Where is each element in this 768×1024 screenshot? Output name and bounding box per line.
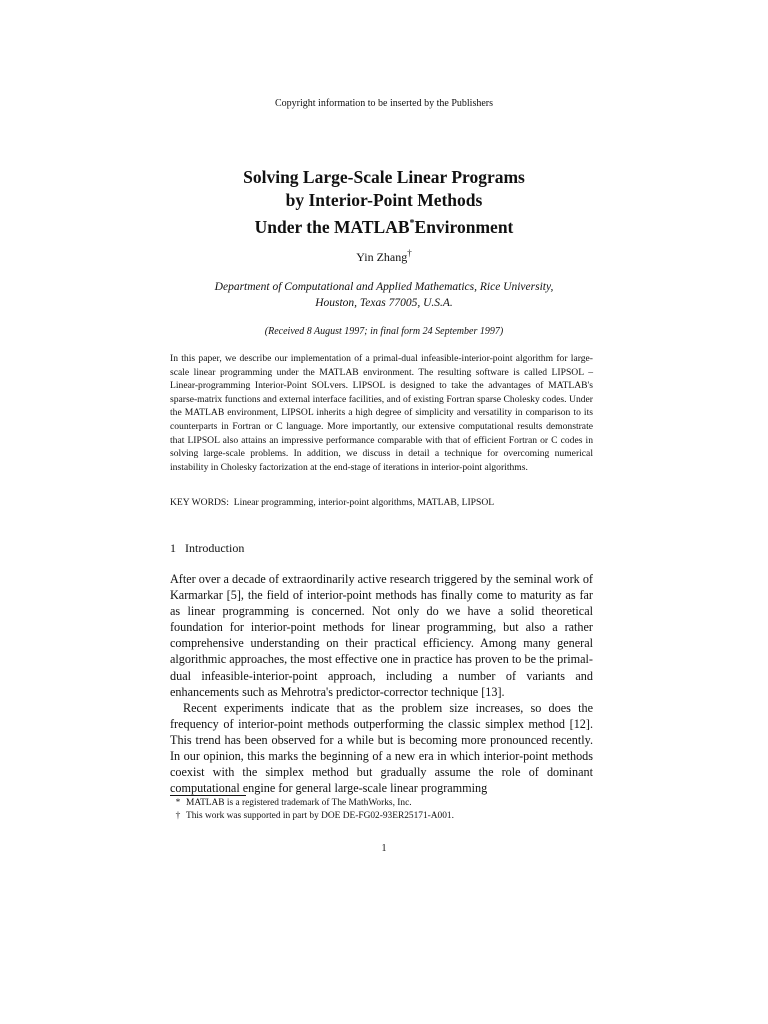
footnotes: [170, 797, 454, 823]
title-line-3-prefix: Under the MATLAB: [254, 216, 410, 237]
paragraph-1: After over a decade of extraordinarily active research triggered by the seminal work of Karmarkar [5], the field of interior-point methods has finally come to maturity as far as linear programming is concerned. Not only do we have a solid theoretical foundation for interior-point methods for linear programming, but also a rather comprehensive understanding on their practical efficiency. Among many general algorithmic approaches, the most effective one in practice has proven to be the primal-dual infeasible-interior-point approach, including a number of variants and enhancements such as Mehrotra's predictor-corrector technique [13].: [170, 572, 593, 699]
author-name: Yin Zhang: [356, 250, 408, 264]
footnote-text: MATLAB is a registered trademark of The MathWorks, Inc.: [186, 798, 412, 808]
title-line-1: Solving Large-Scale Linear Programs: [243, 167, 525, 187]
abstract: In this paper, we describe our implementation of a primal-dual infeasible-interior-point algorithm for large-scale linear programming under the MATLAB environment. The resulting software is called LIPSOL – Linear-programming Interior-Point SOLvers. LIPSOL is designed to take the advantages of MATLAB's sparse-matrix functions and external interface facilities, and of existing Fortran sparse Cholesky codes. Under the MATLAB environment, LIPSOL inherits a high degree of simplicity and versatility in comparison to its counterparts in Fortran or C language. More importantly, our extensive computational results demonstrate that LIPSOL also attains an impressive performance comparable with that of efficient Fortran or C codes in solving large-scale problems. In addition, we discuss in detail a technique for overcoming numerical instability in Cholesky factorization at the end-stage of iterations in interior-point algorithms.: [170, 353, 593, 473]
affiliation: [0, 279, 768, 311]
received-dates: (Received 8 August 1997; in final form 24 September 1997): [264, 326, 504, 337]
paper-title: [0, 166, 768, 239]
keywords-label: KEY WORDS:: [170, 497, 229, 508]
body-text: [170, 571, 593, 796]
section-number: 1: [170, 541, 176, 555]
keywords-text: Linear programming, interior-point algorithms, MATLAB, LIPSOL: [233, 497, 495, 508]
footnote-rule: [170, 795, 246, 796]
footnote-item: [170, 810, 454, 823]
copyright-notice: Copyright information to be inserted by the Publishers: [274, 98, 494, 109]
page-number: 1: [381, 843, 387, 854]
footnote-text: This work was supported in part by DOE DE-FG02-93ER25171-A001.: [186, 811, 454, 821]
footnote-item: [170, 797, 454, 810]
footnote-mark: †: [175, 811, 181, 821]
author-footnote-mark: †: [407, 248, 412, 258]
section-heading: [170, 541, 244, 556]
title-line-2: by Interior-Point Methods: [285, 190, 483, 210]
title-line-3: [0, 212, 768, 239]
paragraph-2: Recent experiments indicate that as the problem size increases, so does the frequency of interior-point methods outperforming the classic simplex method [12]. This trend has been observed for a while but is becoming more pronounced recently. In our opinion, this marks the beginning of a new era in which interior-point methods coexist with the simplex method but gradually assume the role of dominant computational engine for general large-scale linear programming: [170, 700, 593, 796]
title-footnote-mark: *: [409, 218, 415, 229]
author: [0, 248, 768, 265]
keywords: [170, 497, 494, 508]
affiliation-line-1: Department of Computational and Applied Mathematics, Rice University,: [214, 281, 554, 293]
affiliation-line-2: Houston, Texas 77005, U.S.A.: [315, 297, 453, 309]
section-title: Introduction: [185, 541, 245, 555]
footnote-mark: *: [175, 798, 181, 808]
title-line-3-suffix: Environment: [414, 216, 514, 237]
